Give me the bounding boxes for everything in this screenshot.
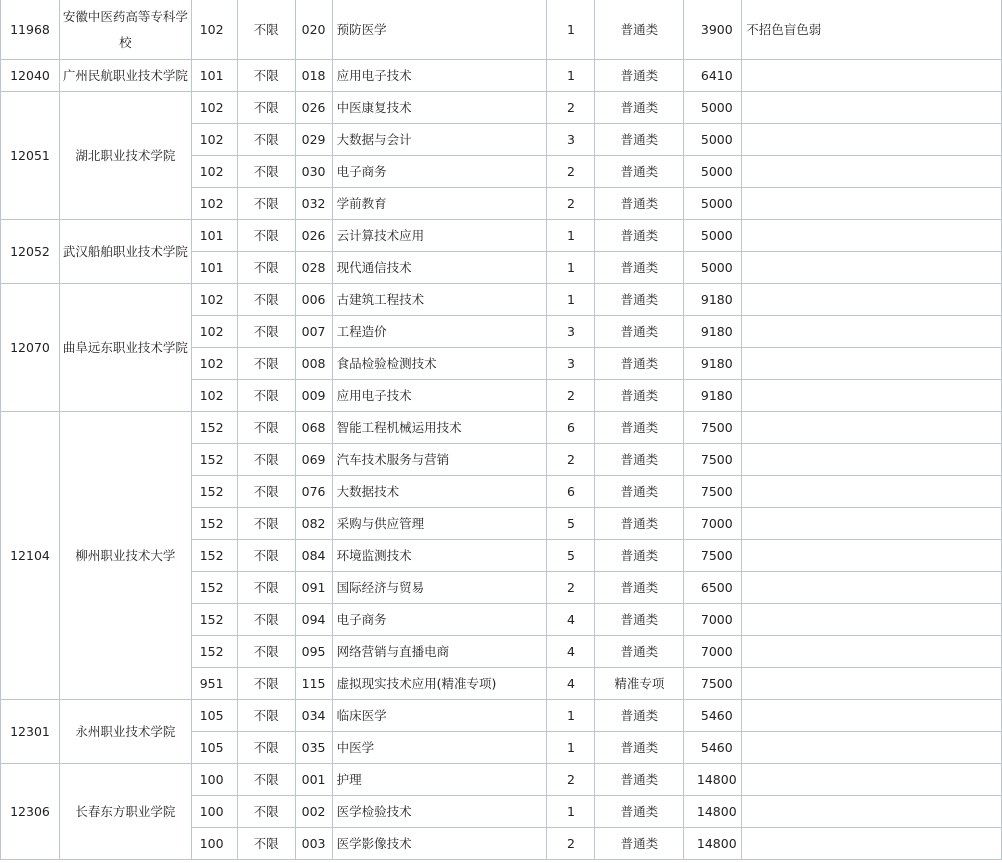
group-code: 100 (191, 828, 237, 860)
subject-limit: 不限 (237, 540, 295, 572)
group-code: 102 (191, 284, 237, 316)
tuition-fee: 7500 (684, 540, 742, 572)
remark (742, 156, 1002, 188)
major-code: 002 (295, 796, 332, 828)
plan-count: 1 (547, 220, 595, 252)
table-body (1, 0, 1002, 860)
group-code: 102 (191, 156, 237, 188)
major-name: 虚拟现实技术应用(精准专项) (332, 668, 547, 700)
plan-type: 普通类 (595, 124, 684, 156)
tuition-fee: 9180 (684, 380, 742, 412)
major-code: 068 (295, 412, 332, 444)
subject-limit: 不限 (237, 476, 295, 508)
remark (742, 124, 1002, 156)
major-name: 应用电子技术 (332, 60, 547, 92)
subject-limit: 不限 (237, 284, 295, 316)
plan-count: 2 (547, 764, 595, 796)
major-name: 临床医学 (332, 700, 547, 732)
plan-type: 普通类 (595, 220, 684, 252)
major-name: 云计算技术应用 (332, 220, 547, 252)
school-name: 永州职业技术学院 (59, 700, 191, 764)
major-code: 030 (295, 156, 332, 188)
plan-type: 普通类 (595, 700, 684, 732)
plan-count: 6 (547, 476, 595, 508)
remark (742, 540, 1002, 572)
subject-limit: 不限 (237, 604, 295, 636)
group-code: 105 (191, 700, 237, 732)
tuition-fee: 6410 (684, 60, 742, 92)
remark (742, 252, 1002, 284)
plan-type: 普通类 (595, 348, 684, 380)
plan-count: 2 (547, 188, 595, 220)
plan-type: 普通类 (595, 284, 684, 316)
major-code: 008 (295, 348, 332, 380)
major-name: 智能工程机械运用技术 (332, 412, 547, 444)
plan-type: 普通类 (595, 828, 684, 860)
major-code: 034 (295, 700, 332, 732)
remark (742, 220, 1002, 252)
plan-count: 2 (547, 828, 595, 860)
subject-limit: 不限 (237, 828, 295, 860)
school-code: 11968 (1, 0, 60, 60)
plan-count: 1 (547, 732, 595, 764)
plan-type: 普通类 (595, 732, 684, 764)
subject-limit: 不限 (237, 156, 295, 188)
plan-count: 1 (547, 796, 595, 828)
tuition-fee: 5460 (684, 700, 742, 732)
major-name: 电子商务 (332, 156, 547, 188)
plan-count: 4 (547, 604, 595, 636)
plan-count: 1 (547, 252, 595, 284)
school-name: 长春东方职业学院 (59, 764, 191, 860)
major-code: 082 (295, 508, 332, 540)
group-code: 152 (191, 476, 237, 508)
plan-count: 2 (547, 92, 595, 124)
tuition-fee: 7500 (684, 668, 742, 700)
major-name: 网络营销与直播电商 (332, 636, 547, 668)
plan-count: 2 (547, 156, 595, 188)
plan-type: 普通类 (595, 508, 684, 540)
plan-count: 4 (547, 668, 595, 700)
group-code: 152 (191, 444, 237, 476)
tuition-fee: 9180 (684, 316, 742, 348)
major-name: 环境监测技术 (332, 540, 547, 572)
plan-type: 普通类 (595, 188, 684, 220)
remark (742, 412, 1002, 444)
major-name: 学前教育 (332, 188, 547, 220)
tuition-fee: 5000 (684, 220, 742, 252)
remark: 不招色盲色弱 (742, 0, 1002, 60)
major-name: 大数据技术 (332, 476, 547, 508)
subject-limit: 不限 (237, 0, 295, 60)
remark (742, 732, 1002, 764)
group-code: 102 (191, 380, 237, 412)
plan-count: 1 (547, 700, 595, 732)
subject-limit: 不限 (237, 796, 295, 828)
plan-type: 普通类 (595, 0, 684, 60)
major-name: 大数据与会计 (332, 124, 547, 156)
subject-limit: 不限 (237, 508, 295, 540)
remark (742, 668, 1002, 700)
plan-count: 1 (547, 0, 595, 60)
plan-count: 5 (547, 540, 595, 572)
major-code: 035 (295, 732, 332, 764)
major-code: 029 (295, 124, 332, 156)
plan-type: 普通类 (595, 636, 684, 668)
school-name: 曲阜远东职业技术学院 (59, 284, 191, 412)
subject-limit: 不限 (237, 444, 295, 476)
remark (742, 284, 1002, 316)
major-code: 084 (295, 540, 332, 572)
remark (742, 828, 1002, 860)
table-row (1, 60, 1002, 92)
major-name: 汽车技术服务与营销 (332, 444, 547, 476)
table-row (1, 764, 1002, 796)
plan-type: 普通类 (595, 92, 684, 124)
remark (742, 348, 1002, 380)
subject-limit: 不限 (237, 700, 295, 732)
school-name: 柳州职业技术大学 (59, 412, 191, 700)
table-row (1, 412, 1002, 444)
subject-limit: 不限 (237, 668, 295, 700)
tuition-fee: 9180 (684, 284, 742, 316)
subject-limit: 不限 (237, 572, 295, 604)
plan-count: 5 (547, 508, 595, 540)
tuition-fee: 14800 (684, 764, 742, 796)
group-code: 102 (191, 188, 237, 220)
school-code: 12040 (1, 60, 60, 92)
subject-limit: 不限 (237, 124, 295, 156)
remark (742, 572, 1002, 604)
group-code: 951 (191, 668, 237, 700)
plan-count: 2 (547, 444, 595, 476)
tuition-fee: 5000 (684, 188, 742, 220)
tuition-fee: 6500 (684, 572, 742, 604)
subject-limit: 不限 (237, 188, 295, 220)
group-code: 152 (191, 572, 237, 604)
tuition-fee: 5000 (684, 124, 742, 156)
school-code: 12301 (1, 700, 60, 764)
group-code: 152 (191, 636, 237, 668)
major-code: 095 (295, 636, 332, 668)
subject-limit: 不限 (237, 60, 295, 92)
tuition-fee: 7500 (684, 412, 742, 444)
group-code: 101 (191, 60, 237, 92)
major-name: 预防医学 (332, 0, 547, 60)
plan-type: 普通类 (595, 156, 684, 188)
group-code: 105 (191, 732, 237, 764)
major-name: 中医康复技术 (332, 92, 547, 124)
plan-type: 普通类 (595, 316, 684, 348)
major-name: 采购与供应管理 (332, 508, 547, 540)
remark (742, 636, 1002, 668)
major-name: 现代通信技术 (332, 252, 547, 284)
group-code: 101 (191, 252, 237, 284)
major-name: 护理 (332, 764, 547, 796)
major-name: 工程造价 (332, 316, 547, 348)
group-code: 152 (191, 412, 237, 444)
tuition-fee: 5460 (684, 732, 742, 764)
major-code: 028 (295, 252, 332, 284)
group-code: 100 (191, 764, 237, 796)
major-name: 食品检验检测技术 (332, 348, 547, 380)
group-code: 102 (191, 348, 237, 380)
tuition-fee: 5000 (684, 252, 742, 284)
plan-type: 普通类 (595, 252, 684, 284)
school-name: 武汉船舶职业技术学院 (59, 220, 191, 284)
remark (742, 796, 1002, 828)
plan-count: 3 (547, 316, 595, 348)
plan-count: 4 (547, 636, 595, 668)
group-code: 101 (191, 220, 237, 252)
tuition-fee: 9180 (684, 348, 742, 380)
group-code: 152 (191, 604, 237, 636)
group-code: 152 (191, 540, 237, 572)
tuition-fee: 5000 (684, 156, 742, 188)
subject-limit: 不限 (237, 316, 295, 348)
major-code: 032 (295, 188, 332, 220)
subject-limit: 不限 (237, 348, 295, 380)
remark (742, 188, 1002, 220)
table-row (1, 700, 1002, 732)
major-code: 115 (295, 668, 332, 700)
remark (742, 508, 1002, 540)
subject-limit: 不限 (237, 92, 295, 124)
plan-type: 普通类 (595, 764, 684, 796)
school-code: 12306 (1, 764, 60, 860)
remark (742, 764, 1002, 796)
tuition-fee: 14800 (684, 796, 742, 828)
group-code: 102 (191, 0, 237, 60)
school-name: 广州民航职业技术学院 (59, 60, 191, 92)
plan-type: 普通类 (595, 604, 684, 636)
plan-type: 普通类 (595, 476, 684, 508)
plan-count: 6 (547, 412, 595, 444)
plan-type: 精准专项 (595, 668, 684, 700)
tuition-fee: 5000 (684, 92, 742, 124)
school-name: 安徽中医药高等专科学校 (59, 0, 191, 60)
group-code: 152 (191, 508, 237, 540)
major-code: 069 (295, 444, 332, 476)
major-code: 006 (295, 284, 332, 316)
school-code: 12104 (1, 412, 60, 700)
table-row (1, 92, 1002, 124)
plan-type: 普通类 (595, 60, 684, 92)
plan-type: 普通类 (595, 412, 684, 444)
major-code: 076 (295, 476, 332, 508)
plan-count: 3 (547, 348, 595, 380)
major-name: 国际经济与贸易 (332, 572, 547, 604)
major-code: 094 (295, 604, 332, 636)
tuition-fee: 14800 (684, 828, 742, 860)
tuition-fee: 3900 (684, 0, 742, 60)
remark (742, 604, 1002, 636)
remark (742, 60, 1002, 92)
school-name: 湖北职业技术学院 (59, 92, 191, 220)
group-code: 102 (191, 316, 237, 348)
table-row (1, 0, 1002, 60)
remark (742, 316, 1002, 348)
major-code: 007 (295, 316, 332, 348)
remark (742, 92, 1002, 124)
group-code: 100 (191, 796, 237, 828)
major-code: 026 (295, 220, 332, 252)
major-name: 医学影像技术 (332, 828, 547, 860)
subject-limit: 不限 (237, 764, 295, 796)
tuition-fee: 7500 (684, 476, 742, 508)
plan-type: 普通类 (595, 572, 684, 604)
subject-limit: 不限 (237, 252, 295, 284)
plan-count: 1 (547, 284, 595, 316)
subject-limit: 不限 (237, 220, 295, 252)
plan-count: 2 (547, 380, 595, 412)
tuition-fee: 7000 (684, 508, 742, 540)
school-code: 12070 (1, 284, 60, 412)
major-code: 003 (295, 828, 332, 860)
major-code: 026 (295, 92, 332, 124)
major-name: 应用电子技术 (332, 380, 547, 412)
plan-count: 2 (547, 572, 595, 604)
major-code: 018 (295, 60, 332, 92)
plan-count: 3 (547, 124, 595, 156)
major-name: 古建筑工程技术 (332, 284, 547, 316)
remark (742, 476, 1002, 508)
school-code: 12051 (1, 92, 60, 220)
tuition-fee: 7500 (684, 444, 742, 476)
group-code: 102 (191, 92, 237, 124)
major-code: 009 (295, 380, 332, 412)
plan-count: 1 (547, 60, 595, 92)
tuition-fee: 7000 (684, 636, 742, 668)
school-code: 12052 (1, 220, 60, 284)
remark (742, 700, 1002, 732)
major-name: 电子商务 (332, 604, 547, 636)
major-code: 091 (295, 572, 332, 604)
group-code: 102 (191, 124, 237, 156)
subject-limit: 不限 (237, 636, 295, 668)
remark (742, 444, 1002, 476)
table-row (1, 284, 1002, 316)
major-name: 中医学 (332, 732, 547, 764)
subject-limit: 不限 (237, 380, 295, 412)
remark (742, 380, 1002, 412)
subject-limit: 不限 (237, 732, 295, 764)
plan-type: 普通类 (595, 540, 684, 572)
plan-type: 普通类 (595, 380, 684, 412)
tuition-fee: 7000 (684, 604, 742, 636)
subject-limit: 不限 (237, 412, 295, 444)
table-row (1, 220, 1002, 252)
major-code: 020 (295, 0, 332, 60)
major-code: 001 (295, 764, 332, 796)
plan-type: 普通类 (595, 796, 684, 828)
major-name: 医学检验技术 (332, 796, 547, 828)
plan-type: 普通类 (595, 444, 684, 476)
